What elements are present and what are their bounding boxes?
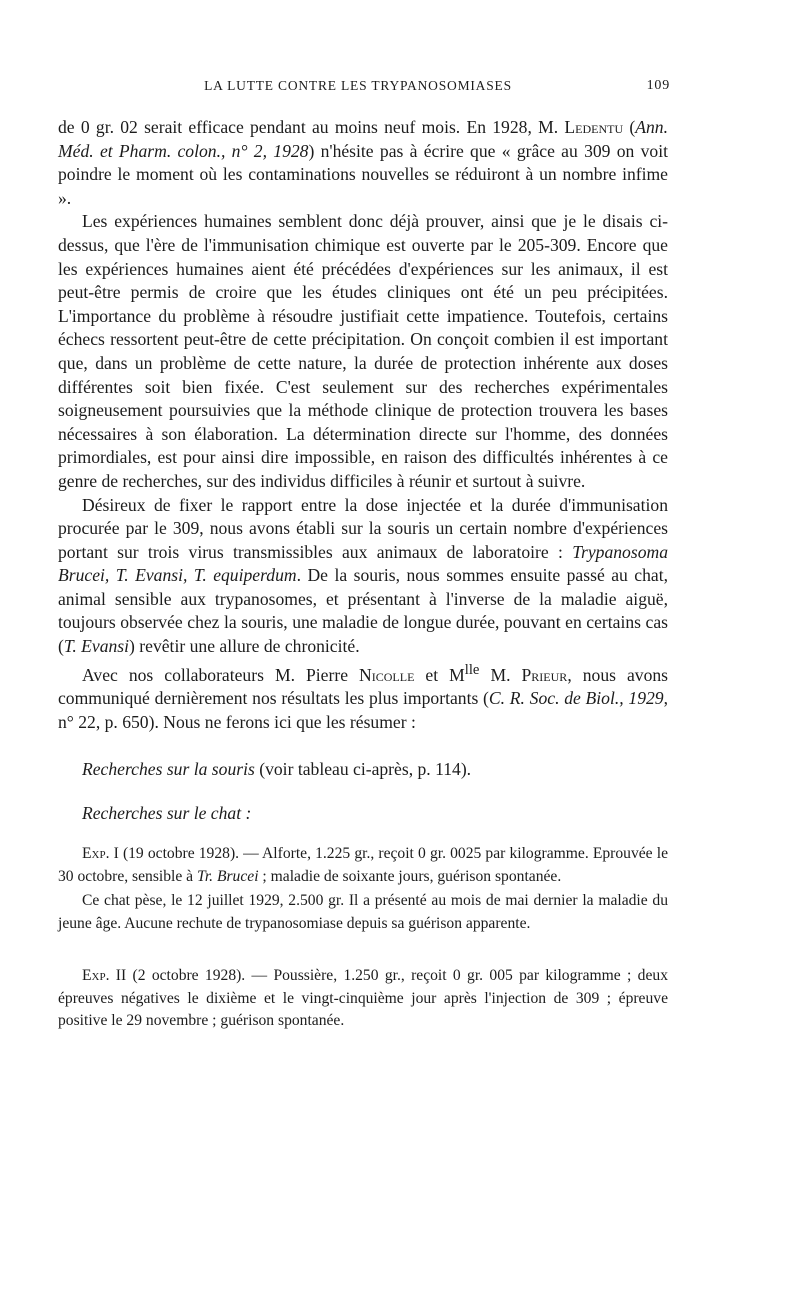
text-run: , n° 22, p. 650). Nous ne ferons ici que les résumer :: [58, 688, 669, 732]
paragraph: Les expériences humaines semblent donc déjà prouver, ainsi que je le disais ci-dessus, que l'ère de l'immunisation chimique est ouverte par le 205-309. Encore que les expériences humaines aient été précédées d'expériences sur les animaux, il est peut-être permis de croire que les études cliniques ont été un peu précipitées. L'importance du problème à résoudre justifiait cette impatience. Toutefois, certains échecs ressortent peut-être de cette précipitation. On conçoit combien il est important que, dans un problème de cette nature, la durée de protection inhérente aux doses différentes soit bien fixée. C'est seulement sur des recherches expérimentales soigneusement poursuivies que la méthode clinique de protection trouvera les bases nécessaires à son élaboration. La détermination directe sur l'homme, des données primordiales, est pour ainsi dire impossible, en raison des difficultés inhérentes à ce genre de recherches, sur des individus difficiles à réunir et surtout à suivre.: [58, 211, 668, 491]
text-run: Avec nos collaborateurs M. Pierre: [82, 664, 360, 685]
heading-text: Recherches sur la souris: [82, 759, 255, 780]
text-run: ; maladie de soixante jours, guérison spontanée.: [258, 867, 562, 885]
page-number: 109: [646, 78, 670, 93]
running-title: LA LUTTE CONTRE LES TRYPANOSOMIASES: [204, 78, 512, 93]
text-run: ) n'hésite pas à écrire que « grâce au 309 on voit poindre le moment où les contaminations nouvelles se réduiront à un nombre infime ».: [58, 140, 668, 208]
citation: C. R. Soc. de Biol., 1929: [488, 688, 664, 709]
species-name: Tr. Brucei: [197, 867, 259, 885]
author-name: Prieur: [521, 664, 568, 685]
text-run: de 0 gr. 02 serait efficace pendant au moins neuf mois. En 1928, M.: [58, 117, 565, 137]
text-run: (: [623, 117, 636, 137]
species-name: T. Evansi: [63, 636, 130, 657]
paragraph-continuation: [58, 116, 668, 210]
text-run: . De la souris, nous sommes ensuite passé au chat, animal sensible aux trypanosomes, et présentant à l'inverse de la maladie aiguë, toujours observée chez la souris, une maladie de longue durée, pouvant en certains cas (: [58, 565, 668, 657]
experiment-tag: Exp. II: [82, 967, 127, 985]
section-heading-mouse: [58, 758, 668, 782]
paragraph: [58, 659, 668, 735]
paragraph: [58, 494, 668, 659]
text-run: (2 octobre 1928). — Poussière, 1.250 gr., reçoit 0 gr. 005 par kilogramme ; deux épreuves négatives le dixième et le vingt-cinquième jour après l'injection de 309 ; épreuve positive le 29 novembre ; guérison spontanée.: [58, 967, 668, 1029]
citation: Ann. Méd. et Pharm. colon., n° 2, 1928: [58, 117, 669, 161]
experiment-tag: Exp. I: [82, 845, 119, 863]
experiment-1-follow-up: Ce chat pèse, le 12 juillet 1929, 2.500 gr. Il a présenté au mois de mai dernier la maladie du jeune âge. Aucune rechute de trypanosomiase depuis sa guérison apparente.: [58, 892, 668, 932]
text-run: Désireux de fixer le rapport entre la dose injectée et la durée d'immunisation procurée par le 309, nous avons établi sur la souris un certain nombre d'expériences portant sur trois virus transmissibles aux animaux de laboratoire :: [58, 494, 668, 562]
body-text: [58, 116, 668, 1032]
author-name: Nicolle: [359, 664, 415, 685]
author-name: Ledentu: [564, 117, 624, 137]
species-names: Trypanosoma Brucei, T. Evansi, T. equiperdum: [58, 541, 668, 586]
heading-note: (voir tableau ci-après, p. 114).: [254, 759, 472, 780]
text-run: et M: [414, 664, 465, 685]
experiment-2: [58, 965, 668, 1032]
running-header: [58, 78, 668, 98]
text-run: (19 octobre 1928). — Alforte, 1.225 gr., reçoit 0 gr. 0025 par kilogramme. Eprouvée le 30 octobre, sensible à: [58, 845, 668, 885]
experiment-1: [58, 843, 668, 888]
text-run: ) revêtir une allure de chronicité.: [129, 636, 360, 657]
text-run: M.: [479, 664, 522, 685]
section-heading-cat: Recherches sur le chat :: [82, 802, 252, 823]
title-superscript: lle: [464, 661, 480, 678]
text-run: , nous avons communiqué dernièrement nos résultats les plus importants (: [58, 664, 669, 709]
